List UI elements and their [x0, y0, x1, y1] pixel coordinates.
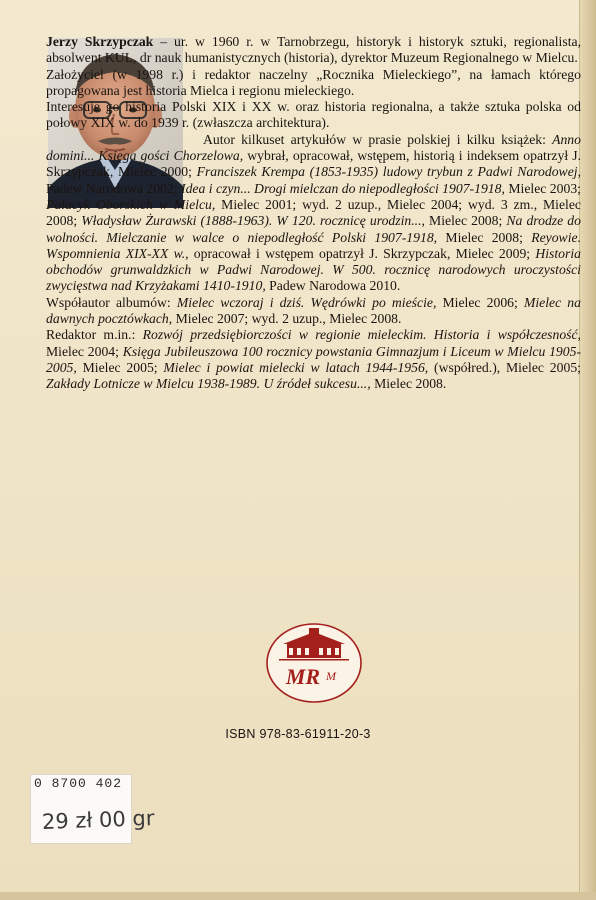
author-biography — [46, 34, 581, 393]
price-label: 29 zł 00 gr — [41, 806, 155, 834]
isbn-number: ISBN 978-83-61911-20-3 — [225, 727, 371, 741]
bio-paragraph-6: Redaktor m.in.: Rozwój przedsiębiorczości w regionie mieleckim. Historia i współczesność, Mielec 2004; Księga Jubileuszowa 100 rocznicy powstania Gimnazjum i Liceum w Mielcu 1905-2005, Mielec 2005; Mielec i powiat mielecki w latach 1944-1956, (współred.), Mielec 2005; Zakłady Lotnicze w Mielcu 1938-1989. U źródeł sukcesu..., Mielec 2008. — [46, 327, 581, 392]
book-edge-bottom — [0, 892, 596, 900]
library-code: 0 8700 402 — [34, 776, 123, 791]
bio-paragraph-1: Jerzy Skrzypczak – ur. w 1960 r. w Tarnobrzegu, historyk i historyk sztuki, regionalista, absolwent KUL, dr nauk humanistycznych (historia), dyrektor Muzeum Regionalnego w Mielcu. — [46, 34, 581, 66]
museum-logo — [265, 622, 363, 704]
logo-suffix: M — [326, 669, 336, 683]
bio-paragraph-2: Założyciel (w 1998 r.) i redaktor naczelny „Rocznika Mieleckiego”, na łamach którego propagowana jest historia Mielca i regionu mieleckiego. — [46, 66, 581, 98]
bio-paragraph-3: Interesuje go historia Polski XIX i XX w. oraz historia regionalna, a także sztuka polska od połowy XIX w. do 1939 r. (zwłaszcza architektura). — [46, 99, 581, 131]
book-edge-right — [579, 0, 596, 900]
bio-paragraph-4: Autor kilkuset artykułów w prasie polskiej i kilku książek: Anno domini... Księga gości Chorzelowa, wybrał, opracował, wstępem, historią i indeksem opatrzył J. Skrzypczak, Mielec 2000; Franciszek Krempa (1853-1935) ludowy trybun z Padwi Narodowej, Padew Narodowa 2002; Idea i czyn... Drogi mielczan do niepodległości 1907-1918, Mielec 2003; Pałacyk Oborskich w Mielcu, Mielec 2001; wyd. 2 uzup., Mielec 2004; wyd. 3 zm., Mielec 2008; Władysław Żurawski (1888-1963). W 120. rocznicę urodzin..., Mielec 2008; Na drodze do wolności. Mielczanie w walce o niepodległość Polski 1907-1918, Mielec 2008; Reyowie. Wspomnienia XIX-XX w., opracował i wstępem opatrzył J. Skrzypczak, Mielec 2009; Historia obchodów grunwaldzkich w Padwi Narodowej. W 500. rocznicę narodowych uroczystości zwycięstwa nad Krzyżakami 1410-1910, Padew Narodowa 2010. — [46, 131, 582, 294]
logo-initials: MR — [285, 664, 321, 689]
author-name: Jerzy Skrzypczak — [46, 34, 154, 49]
bio-paragraph-5: Współautor albumów: Mielec wczoraj i dziś. Wędrówki po mieście, Mielec 2006; Mielec na dawnych pocztówkach, Mielec 2007; wyd. 2 uzup., Mielec 2008. — [46, 294, 581, 327]
